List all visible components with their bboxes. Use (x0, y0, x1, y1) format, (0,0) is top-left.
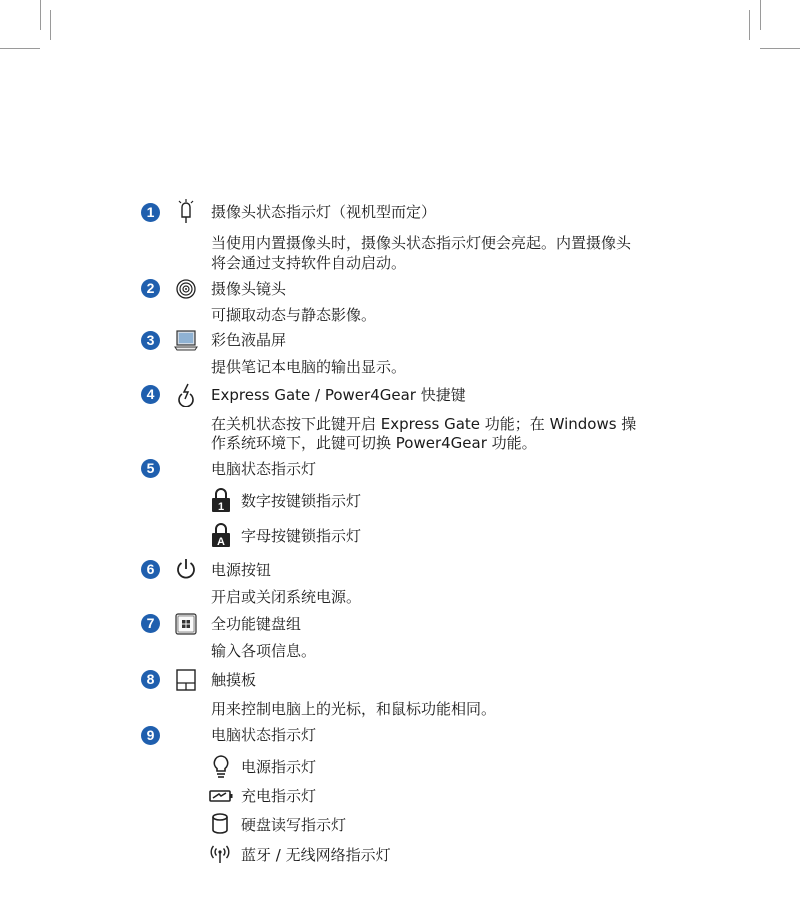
item-title: 彩色液晶屏 (211, 331, 287, 349)
num-lock-icon (209, 488, 233, 512)
sub-item-label: 充电指示灯 (241, 787, 317, 805)
item-description: 提供笔记本电脑的输出显示。 (211, 358, 407, 376)
svg-text:1: 1 (217, 501, 225, 512)
crop-mark (760, 0, 761, 30)
svg-text:A: A (217, 536, 225, 547)
disk-activity-icon (209, 812, 233, 836)
item-description: 作系统环境下，此键可切换 Power4Gear 功能。 (211, 434, 537, 452)
battery-charge-icon (209, 784, 233, 808)
crop-mark (0, 48, 40, 49)
item-number: 9 (141, 726, 160, 745)
item-description: 将会通过支持软件自动启动。 (211, 254, 407, 272)
item-description: 开启或关闭系统电源。 (211, 588, 362, 606)
item-title: 摄像头镜头 (211, 280, 287, 298)
touchpad-icon (174, 668, 198, 692)
item-description: 在关机状态按下此键开启 Express Gate 功能；在 Windows 操 (211, 415, 637, 433)
item-title: 电脑状态指示灯 (211, 460, 317, 478)
item-number: 8 (141, 670, 160, 689)
sub-item-label: 字母按键锁指示灯 (241, 527, 362, 545)
item-number: 7 (141, 614, 160, 633)
crop-mark (40, 0, 41, 30)
item-number: 6 (141, 560, 160, 579)
item-description: 用来控制电脑上的光标，和鼠标功能相同。 (211, 700, 497, 718)
camera-lens-icon (174, 277, 198, 301)
keyboard-icon (174, 612, 198, 636)
item-title: 电脑状态指示灯 (211, 726, 317, 744)
item-title: 全功能键盘组 (211, 615, 302, 633)
item-number: 2 (141, 279, 160, 298)
item-number: 3 (141, 331, 160, 350)
power-light-icon (209, 754, 233, 778)
crop-mark (50, 10, 51, 40)
item-title: 触摸板 (211, 671, 257, 689)
item-description: 当使用内置摄像头时，摄像头状态指示灯便会亮起。内置摄像头 (211, 234, 632, 252)
camera-indicator-icon (174, 199, 198, 223)
express-gate-icon (174, 383, 198, 407)
crop-mark (749, 10, 750, 40)
item-number: 4 (141, 385, 160, 404)
item-description: 输入各项信息。 (211, 642, 317, 660)
power-icon (174, 557, 198, 581)
caps-lock-icon (209, 523, 233, 547)
wireless-icon (209, 842, 233, 866)
lcd-screen-icon (174, 328, 198, 352)
item-title: 摄像头状态指示灯（视机型而定） (211, 203, 437, 221)
crop-mark (760, 48, 800, 49)
item-title: Express Gate / Power4Gear 快捷键 (211, 386, 466, 404)
sub-item-label: 电源指示灯 (241, 758, 317, 776)
item-number: 1 (141, 203, 160, 222)
sub-item-label: 硬盘读写指示灯 (241, 816, 347, 834)
item-title: 电源按钮 (211, 561, 272, 579)
item-number: 5 (141, 459, 160, 478)
item-description: 可撷取动态与静态影像。 (211, 306, 377, 324)
sub-item-label: 蓝牙 / 无线网络指示灯 (241, 846, 391, 864)
sub-item-label: 数字按键锁指示灯 (241, 492, 362, 510)
